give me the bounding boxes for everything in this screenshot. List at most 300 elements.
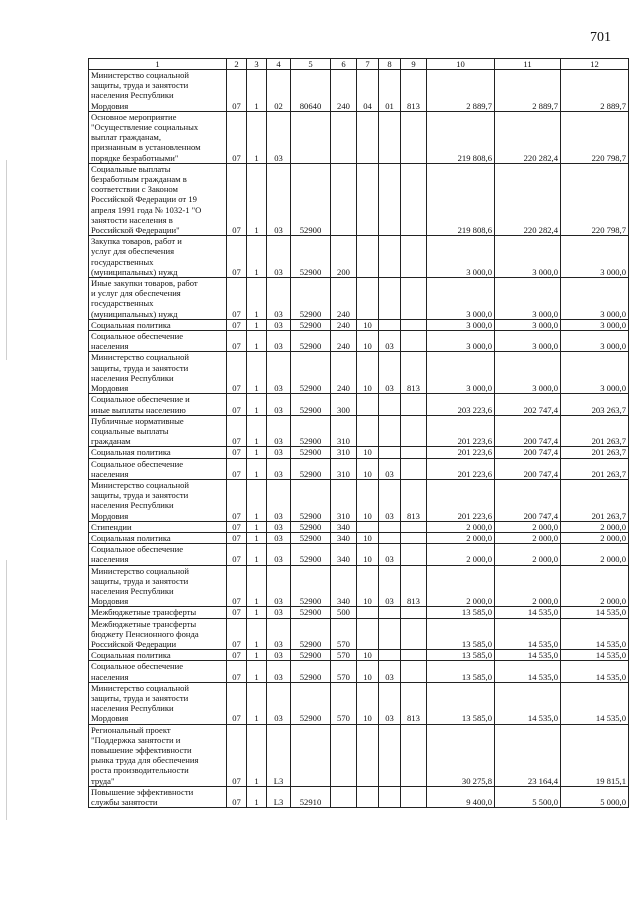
amount-cell: 201 263,7 <box>561 458 629 479</box>
amount-cell: 13 585,0 <box>427 661 495 682</box>
amount-cell: 203 263,7 <box>561 394 629 415</box>
code-cell: 03 <box>267 661 291 682</box>
code-cell: 1 <box>247 724 267 786</box>
amount-cell: 2 000,0 <box>561 532 629 543</box>
table-row <box>89 319 629 330</box>
code-cell: 813 <box>401 479 427 521</box>
code-cell: 52900 <box>291 618 331 650</box>
code-cell: 310 <box>331 458 357 479</box>
table-row <box>89 236 629 278</box>
amount-cell: 2 000,0 <box>495 565 561 607</box>
code-cell: 03 <box>267 319 291 330</box>
code-cell: 03 <box>267 565 291 607</box>
code-cell <box>357 236 379 278</box>
table-row <box>89 650 629 661</box>
amount-cell: 14 535,0 <box>495 618 561 650</box>
table-row <box>89 607 629 618</box>
code-cell: 03 <box>379 352 401 394</box>
row-name-cell: Социальная политика <box>89 650 227 661</box>
column-header: 10 <box>427 59 495 70</box>
code-cell: 03 <box>379 458 401 479</box>
code-cell: 1 <box>247 532 267 543</box>
code-cell: 03 <box>267 331 291 352</box>
code-cell: 10 <box>357 544 379 565</box>
code-cell <box>379 319 401 330</box>
code-cell: 570 <box>331 661 357 682</box>
code-cell <box>357 521 379 532</box>
table-row <box>89 786 629 807</box>
amount-cell: 14 535,0 <box>495 661 561 682</box>
code-cell: 10 <box>357 352 379 394</box>
code-cell <box>379 394 401 415</box>
code-cell: 07 <box>227 447 247 458</box>
table-row <box>89 331 629 352</box>
code-cell: 1 <box>247 786 267 807</box>
amount-cell: 13 585,0 <box>427 607 495 618</box>
code-cell <box>401 724 427 786</box>
code-cell <box>379 447 401 458</box>
code-cell <box>331 724 357 786</box>
amount-cell: 14 535,0 <box>561 650 629 661</box>
column-header: 11 <box>495 59 561 70</box>
code-cell: 07 <box>227 532 247 543</box>
code-cell: 07 <box>227 618 247 650</box>
code-cell: 52900 <box>291 278 331 320</box>
row-name-cell: Социальная политика <box>89 447 227 458</box>
amount-cell: 2 889,7 <box>561 70 629 112</box>
column-header: 2 <box>227 59 247 70</box>
code-cell: 03 <box>267 236 291 278</box>
code-cell: 340 <box>331 521 357 532</box>
table-row <box>89 352 629 394</box>
code-cell: 52900 <box>291 479 331 521</box>
amount-cell: 3 000,0 <box>427 236 495 278</box>
code-cell: 03 <box>267 394 291 415</box>
code-cell: 07 <box>227 565 247 607</box>
row-name-cell: Основное мероприятие "Осуществление социальных выплат гражданам, признанным в установленном порядке безработными" <box>89 111 227 163</box>
row-name-cell: Закупка товаров, работ и услуг для обеспечения государственных (муниципальных) нужд <box>89 236 227 278</box>
code-cell: 1 <box>247 479 267 521</box>
code-cell: 07 <box>227 163 247 235</box>
amount-cell: 2 000,0 <box>427 532 495 543</box>
code-cell: 03 <box>267 544 291 565</box>
table-row <box>89 415 629 447</box>
code-cell: 10 <box>357 331 379 352</box>
code-cell: 07 <box>227 331 247 352</box>
code-cell <box>401 331 427 352</box>
amount-cell: 14 535,0 <box>561 682 629 724</box>
code-cell <box>357 111 379 163</box>
code-cell: 340 <box>331 532 357 543</box>
code-cell: 07 <box>227 352 247 394</box>
amount-cell: 3 000,0 <box>495 352 561 394</box>
code-cell: 07 <box>227 544 247 565</box>
code-cell: 03 <box>267 458 291 479</box>
code-cell <box>379 236 401 278</box>
code-cell: 07 <box>227 521 247 532</box>
budget-allocation-table <box>88 58 629 808</box>
code-cell: 310 <box>331 479 357 521</box>
amount-cell: 201 223,6 <box>427 447 495 458</box>
table-body <box>89 70 629 808</box>
code-cell: 1 <box>247 661 267 682</box>
table-row <box>89 682 629 724</box>
code-cell <box>401 236 427 278</box>
amount-cell: 2 000,0 <box>495 532 561 543</box>
code-cell: 813 <box>401 70 427 112</box>
code-cell <box>401 278 427 320</box>
code-cell: 240 <box>331 352 357 394</box>
code-cell: L3 <box>267 724 291 786</box>
amount-cell: 3 000,0 <box>427 331 495 352</box>
code-cell: 03 <box>267 352 291 394</box>
code-cell: 52900 <box>291 331 331 352</box>
row-name-cell: Социальная политика <box>89 532 227 543</box>
amount-cell: 202 747,4 <box>495 394 561 415</box>
code-cell <box>331 111 357 163</box>
row-name-cell: Межбюджетные трансферты бюджету Пенсионного фонда Российской Федерации <box>89 618 227 650</box>
amount-cell: 2 000,0 <box>561 521 629 532</box>
code-cell: 07 <box>227 650 247 661</box>
code-cell: 52900 <box>291 650 331 661</box>
code-cell: 1 <box>247 447 267 458</box>
code-cell <box>401 607 427 618</box>
row-name-cell: Межбюджетные трансферты <box>89 607 227 618</box>
amount-cell: 3 000,0 <box>561 352 629 394</box>
code-cell <box>357 786 379 807</box>
row-name-cell: Министерство социальной защиты, труда и занятости населения Республики Мордовия <box>89 70 227 112</box>
code-cell: 52900 <box>291 352 331 394</box>
code-cell <box>379 163 401 235</box>
amount-cell: 2 000,0 <box>561 544 629 565</box>
code-cell: 200 <box>331 236 357 278</box>
amount-cell: 2 000,0 <box>561 565 629 607</box>
amount-cell: 2 000,0 <box>427 521 495 532</box>
amount-cell: 201 223,6 <box>427 458 495 479</box>
code-cell: 1 <box>247 607 267 618</box>
amount-cell: 13 585,0 <box>427 650 495 661</box>
code-cell <box>401 415 427 447</box>
amount-cell: 19 815,1 <box>561 724 629 786</box>
amount-cell: 2 000,0 <box>427 544 495 565</box>
code-cell: 1 <box>247 352 267 394</box>
code-cell <box>401 319 427 330</box>
code-cell <box>401 394 427 415</box>
amount-cell: 13 585,0 <box>427 618 495 650</box>
code-cell: 03 <box>267 479 291 521</box>
code-cell <box>401 650 427 661</box>
row-name-cell: Министерство социальной защиты, труда и занятости населения Республики Мордовия <box>89 352 227 394</box>
code-cell <box>357 724 379 786</box>
code-cell <box>357 607 379 618</box>
code-cell: 04 <box>357 70 379 112</box>
code-cell: 1 <box>247 278 267 320</box>
code-cell: 813 <box>401 352 427 394</box>
code-cell: 1 <box>247 331 267 352</box>
code-cell: 1 <box>247 394 267 415</box>
amount-cell: 5 000,0 <box>561 786 629 807</box>
amount-cell: 14 535,0 <box>561 607 629 618</box>
code-cell: 570 <box>331 618 357 650</box>
code-cell <box>379 278 401 320</box>
code-cell: 52900 <box>291 565 331 607</box>
code-cell: 07 <box>227 236 247 278</box>
row-name-cell: Публичные нормативные социальные выплаты гражданам <box>89 415 227 447</box>
code-cell: 813 <box>401 682 427 724</box>
code-cell <box>401 544 427 565</box>
row-name-cell: Социальное обеспечение населения <box>89 544 227 565</box>
column-header: 12 <box>561 59 629 70</box>
amount-cell: 2 000,0 <box>495 544 561 565</box>
amount-cell: 219 808,6 <box>427 111 495 163</box>
code-cell: 07 <box>227 607 247 618</box>
amount-cell: 201 263,7 <box>561 415 629 447</box>
code-cell: 10 <box>357 458 379 479</box>
table-row <box>89 661 629 682</box>
row-name-cell: Стипендии <box>89 521 227 532</box>
code-cell: 570 <box>331 682 357 724</box>
code-cell: 52900 <box>291 661 331 682</box>
amount-cell: 201 263,7 <box>561 447 629 458</box>
amount-cell: 220 798,7 <box>561 111 629 163</box>
amount-cell: 220 282,4 <box>495 163 561 235</box>
column-header: 1 <box>89 59 227 70</box>
row-name-cell: Региональный проект "Поддержка занятости и повышение эффективности рынка труда для обеспечения роста производительности труда" <box>89 724 227 786</box>
code-cell <box>357 163 379 235</box>
code-cell: 52900 <box>291 415 331 447</box>
code-cell <box>379 532 401 543</box>
row-name-cell: Социальное обеспечение населения <box>89 661 227 682</box>
page-number: 701 <box>590 30 611 45</box>
row-name-cell: Министерство социальной защиты, труда и занятости населения Республики Мордовия <box>89 565 227 607</box>
row-name-cell: Социальные выплаты безработным гражданам в соответствии с Законом Российской Федерации от 19 апреля 1991 года № 1032-1 "О занятости населения в Российской Федерации" <box>89 163 227 235</box>
code-cell: 813 <box>401 565 427 607</box>
code-cell <box>379 111 401 163</box>
code-cell <box>291 111 331 163</box>
code-cell: 500 <box>331 607 357 618</box>
code-cell: 03 <box>379 565 401 607</box>
code-cell: 03 <box>379 682 401 724</box>
code-cell <box>291 724 331 786</box>
code-cell <box>379 607 401 618</box>
code-cell: 52900 <box>291 447 331 458</box>
code-cell: 52900 <box>291 544 331 565</box>
table-row <box>89 447 629 458</box>
code-cell: 52900 <box>291 236 331 278</box>
amount-cell: 14 535,0 <box>495 682 561 724</box>
amount-cell: 3 000,0 <box>495 319 561 330</box>
scan-edge-mark <box>6 560 7 820</box>
code-cell: 03 <box>267 278 291 320</box>
code-cell: 1 <box>247 236 267 278</box>
code-cell: 03 <box>267 682 291 724</box>
amount-cell: 201 223,6 <box>427 415 495 447</box>
table-row <box>89 163 629 235</box>
code-cell: 52910 <box>291 786 331 807</box>
code-cell: 240 <box>331 70 357 112</box>
row-name-cell: Социальная политика <box>89 319 227 330</box>
code-cell <box>379 618 401 650</box>
code-cell: 07 <box>227 682 247 724</box>
amount-cell: 219 808,6 <box>427 163 495 235</box>
amount-cell: 2 000,0 <box>495 521 561 532</box>
code-cell: 1 <box>247 458 267 479</box>
amount-cell: 14 535,0 <box>561 661 629 682</box>
code-cell <box>401 618 427 650</box>
code-cell: 52900 <box>291 532 331 543</box>
code-cell: 03 <box>267 607 291 618</box>
amount-cell: 3 000,0 <box>561 236 629 278</box>
code-cell: 52900 <box>291 163 331 235</box>
amount-cell: 2 889,7 <box>495 70 561 112</box>
amount-cell: 9 400,0 <box>427 786 495 807</box>
table-row <box>89 111 629 163</box>
amount-cell: 200 747,4 <box>495 415 561 447</box>
code-cell: 07 <box>227 661 247 682</box>
amount-cell: 3 000,0 <box>427 319 495 330</box>
code-cell: 1 <box>247 319 267 330</box>
amount-cell: 23 164,4 <box>495 724 561 786</box>
code-cell: 03 <box>379 661 401 682</box>
code-cell <box>401 163 427 235</box>
amount-cell: 14 535,0 <box>561 618 629 650</box>
code-cell: 07 <box>227 479 247 521</box>
row-name-cell: Социальное обеспечение населения <box>89 331 227 352</box>
amount-cell: 14 535,0 <box>495 650 561 661</box>
code-cell: 10 <box>357 447 379 458</box>
column-header: 5 <box>291 59 331 70</box>
budget-table-container <box>88 58 629 808</box>
code-cell <box>401 458 427 479</box>
code-cell: 03 <box>379 479 401 521</box>
code-cell <box>357 278 379 320</box>
code-cell: 1 <box>247 521 267 532</box>
code-cell: 240 <box>331 278 357 320</box>
code-cell: 03 <box>267 650 291 661</box>
code-cell: 07 <box>227 415 247 447</box>
table-row <box>89 544 629 565</box>
code-cell: 10 <box>357 650 379 661</box>
code-cell: 07 <box>227 458 247 479</box>
column-header: 4 <box>267 59 291 70</box>
code-cell: 07 <box>227 724 247 786</box>
amount-cell: 14 535,0 <box>495 607 561 618</box>
code-cell: 02 <box>267 70 291 112</box>
code-cell: 10 <box>357 682 379 724</box>
amount-cell: 3 000,0 <box>495 236 561 278</box>
amount-cell: 203 223,6 <box>427 394 495 415</box>
row-name-cell: Социальное обеспечение и иные выплаты населению <box>89 394 227 415</box>
code-cell: 80640 <box>291 70 331 112</box>
column-header: 7 <box>357 59 379 70</box>
code-cell <box>357 394 379 415</box>
code-cell: 52900 <box>291 458 331 479</box>
amount-cell: 3 000,0 <box>561 278 629 320</box>
code-cell <box>401 521 427 532</box>
amount-cell: 13 585,0 <box>427 682 495 724</box>
amount-cell: 200 747,4 <box>495 447 561 458</box>
table-row <box>89 618 629 650</box>
column-header: 6 <box>331 59 357 70</box>
code-cell <box>401 661 427 682</box>
code-cell: 03 <box>267 111 291 163</box>
code-cell: 10 <box>357 319 379 330</box>
table-row <box>89 479 629 521</box>
amount-cell: 5 500,0 <box>495 786 561 807</box>
code-cell: 10 <box>357 661 379 682</box>
code-cell: 07 <box>227 111 247 163</box>
code-cell: 1 <box>247 618 267 650</box>
code-cell: 52900 <box>291 521 331 532</box>
column-header: 8 <box>379 59 401 70</box>
column-number-row <box>89 59 629 70</box>
code-cell: 03 <box>379 331 401 352</box>
column-header: 9 <box>401 59 427 70</box>
table-row <box>89 394 629 415</box>
table-row <box>89 70 629 112</box>
code-cell: 07 <box>227 786 247 807</box>
code-cell: L3 <box>267 786 291 807</box>
table-row <box>89 565 629 607</box>
amount-cell: 200 747,4 <box>495 458 561 479</box>
amount-cell: 201 223,6 <box>427 479 495 521</box>
code-cell: 03 <box>379 544 401 565</box>
code-cell: 1 <box>247 565 267 607</box>
code-cell: 1 <box>247 544 267 565</box>
code-cell: 10 <box>357 565 379 607</box>
table-row <box>89 521 629 532</box>
column-header: 3 <box>247 59 267 70</box>
code-cell: 03 <box>267 532 291 543</box>
row-name-cell: Социальное обеспечение населения <box>89 458 227 479</box>
code-cell: 52900 <box>291 394 331 415</box>
code-cell: 240 <box>331 319 357 330</box>
amount-cell: 3 000,0 <box>495 278 561 320</box>
amount-cell: 200 747,4 <box>495 479 561 521</box>
code-cell: 10 <box>357 532 379 543</box>
amount-cell: 220 282,4 <box>495 111 561 163</box>
amount-cell: 3 000,0 <box>427 352 495 394</box>
code-cell: 01 <box>379 70 401 112</box>
amount-cell: 3 000,0 <box>495 331 561 352</box>
code-cell: 300 <box>331 394 357 415</box>
code-cell: 03 <box>267 521 291 532</box>
table-row <box>89 724 629 786</box>
code-cell: 03 <box>267 618 291 650</box>
code-cell: 310 <box>331 415 357 447</box>
row-name-cell: Министерство социальной защиты, труда и занятости населения Республики Мордовия <box>89 682 227 724</box>
code-cell: 1 <box>247 163 267 235</box>
code-cell <box>379 521 401 532</box>
code-cell: 570 <box>331 650 357 661</box>
code-cell: 10 <box>357 479 379 521</box>
code-cell <box>379 786 401 807</box>
amount-cell: 3 000,0 <box>427 278 495 320</box>
code-cell: 1 <box>247 70 267 112</box>
code-cell: 310 <box>331 447 357 458</box>
code-cell: 07 <box>227 394 247 415</box>
code-cell: 1 <box>247 111 267 163</box>
code-cell <box>401 786 427 807</box>
code-cell: 240 <box>331 331 357 352</box>
code-cell: 340 <box>331 544 357 565</box>
code-cell <box>379 724 401 786</box>
code-cell: 52900 <box>291 319 331 330</box>
amount-cell: 2 889,7 <box>427 70 495 112</box>
code-cell: 07 <box>227 319 247 330</box>
row-name-cell: Министерство социальной защиты, труда и занятости населения Республики Мордовия <box>89 479 227 521</box>
amount-cell: 30 275,8 <box>427 724 495 786</box>
